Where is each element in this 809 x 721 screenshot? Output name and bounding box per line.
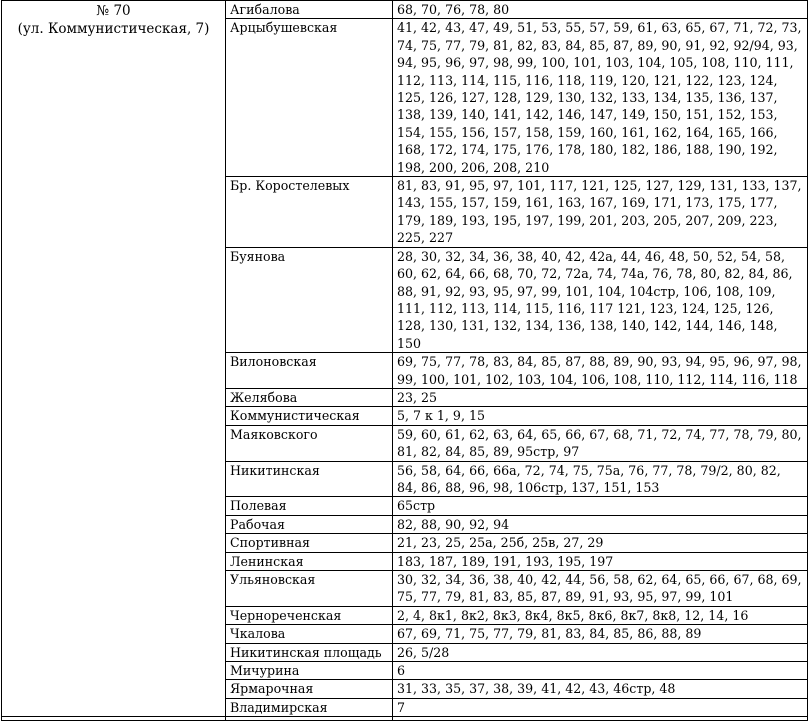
street-name: Желябова <box>226 388 393 406</box>
house-numbers: 81, 83, 91, 95, 97, 101, 117, 121, 125, 127, 129, 131, 133, 137, 143, 155, 157, 159, 161, 163, 167, 169, 171, 173, 175, 177, 179, 189, 193, 195, 197, 199, 201, 203, 205, 207, 209, 223, 225, 227 <box>393 177 808 248</box>
house-numbers: 5, 7 к 1, 9, 15 <box>393 407 808 425</box>
house-numbers: 30, 32, 34, 36, 38, 40, 42, 44, 56, 58, 62, 64, 65, 66, 67, 68, 69, 75, 77, 79, 81, 83, 85, 87, 89, 91, 93, 95, 97, 99, 101 <box>393 571 808 607</box>
street-name: Ленинская <box>226 552 393 570</box>
street-name: Коммунистическая <box>226 407 393 425</box>
empty-cell <box>226 717 393 721</box>
street-name: Агибалова <box>226 1 393 19</box>
house-numbers: 68, 70, 76, 78, 80 <box>393 1 808 19</box>
school-address: (ул. Коммунистическая, 7) <box>17 20 210 37</box>
street-name: Рабочая <box>226 515 393 533</box>
street-name: Спортивная <box>226 534 393 552</box>
street-name: Чкалова <box>226 625 393 643</box>
house-numbers: 21, 23, 25, 25а, 25б, 25в, 27, 29 <box>393 534 808 552</box>
street-name: Полевая <box>226 497 393 515</box>
table-row-continuation <box>2 717 808 721</box>
street-name: Арцыбушевская <box>226 19 393 177</box>
street-name: Ульяновская <box>226 571 393 607</box>
street-name: Буянова <box>226 247 393 352</box>
house-numbers: 56, 58, 64, 66, 66а, 72, 74, 75, 75а, 76, 77, 78, 79/2, 80, 82, 84, 86, 88, 96, 98, 106стр, 137, 151, 153 <box>393 461 808 497</box>
street-name: Чернореченская <box>226 606 393 624</box>
house-numbers: 31, 33, 35, 37, 38, 39, 41, 42, 43, 46стр, 48 <box>393 680 808 698</box>
empty-cell <box>393 717 808 721</box>
street-name: Маяковского <box>226 425 393 461</box>
street-name: Вилоновская <box>226 353 393 389</box>
table-row <box>2 1 808 19</box>
house-numbers: 82, 88, 90, 92, 94 <box>393 515 808 533</box>
street-name: Бр. Коростелевых <box>226 177 393 248</box>
house-numbers: 59, 60, 61, 62, 63, 64, 65, 66, 67, 68, 71, 72, 74, 77, 78, 79, 80, 81, 82, 84, 85, 89, 95стр, 97 <box>393 425 808 461</box>
house-numbers: 67, 69, 71, 75, 77, 79, 81, 83, 84, 85, 86, 88, 89 <box>393 625 808 643</box>
street-name: Никитинская <box>226 461 393 497</box>
house-numbers: 2, 4, 8к1, 8к2, 8к3, 8к4, 8к5, 8к6, 8к7, 8к8, 12, 14, 16 <box>393 606 808 624</box>
table-body <box>2 1 808 721</box>
house-numbers: 183, 187, 189, 191, 193, 195, 197 <box>393 552 808 570</box>
street-name: Владимирская <box>226 698 393 716</box>
school-number: № 70 <box>96 3 131 19</box>
school-district-table <box>1 0 808 721</box>
house-numbers: 65стр <box>393 497 808 515</box>
street-name: Мичурина <box>226 662 393 680</box>
empty-cell <box>2 717 226 721</box>
house-numbers: 6 <box>393 662 808 680</box>
school-cell <box>2 1 226 717</box>
street-name: Никитинская площадь <box>226 643 393 661</box>
house-numbers: 7 <box>393 698 808 716</box>
house-numbers: 23, 25 <box>393 388 808 406</box>
house-numbers: 28, 30, 32, 34, 36, 38, 40, 42, 42а, 44, 46, 48, 50, 52, 54, 58, 60, 62, 64, 66, 68, 70, 72, 72а, 74, 74а, 76, 78, 80, 82, 84, 86, 88, 91, 92, 93, 95, 97, 99, 101, 104, 104стр, 106, 108, 109, 111, 112, 113, 114, 115, 116, 117 121, 123, 124, 125, 126, 128, 130, 131, 132, 134, 136, 138, 140, 142, 144, 146, 148, 150 <box>393 247 808 352</box>
street-name: Ярмарочная <box>226 680 393 698</box>
house-numbers: 41, 42, 43, 47, 49, 51, 53, 55, 57, 59, 61, 63, 65, 67, 71, 72, 73, 74, 75, 77, 79, 81, 82, 83, 84, 85, 87, 89, 90, 91, 92, 92/94, 93, 94, 95, 96, 97, 98, 99, 100, 101, 103, 104, 105, 108, 110, 111, 112, 113, 114, 115, 116, 118, 119, 120, 121, 122, 123, 124, 125, 126, 127, 128, 129, 130, 132, 133, 134, 135, 136, 137, 138, 139, 140, 141, 142, 146, 147, 149, 150, 151, 152, 153, 154, 155, 156, 157, 158, 159, 160, 161, 162, 164, 165, 166, 168, 172, 174, 175, 176, 178, 180, 182, 186, 188, 190, 192, 198, 200, 206, 208, 210 <box>393 19 808 177</box>
house-numbers: 69, 75, 77, 78, 83, 84, 85, 87, 88, 89, 90, 93, 94, 95, 96, 97, 98, 99, 100, 101, 102, 103, 104, 106, 108, 110, 112, 114, 116, 118 <box>393 353 808 389</box>
house-numbers: 26, 5/28 <box>393 643 808 661</box>
